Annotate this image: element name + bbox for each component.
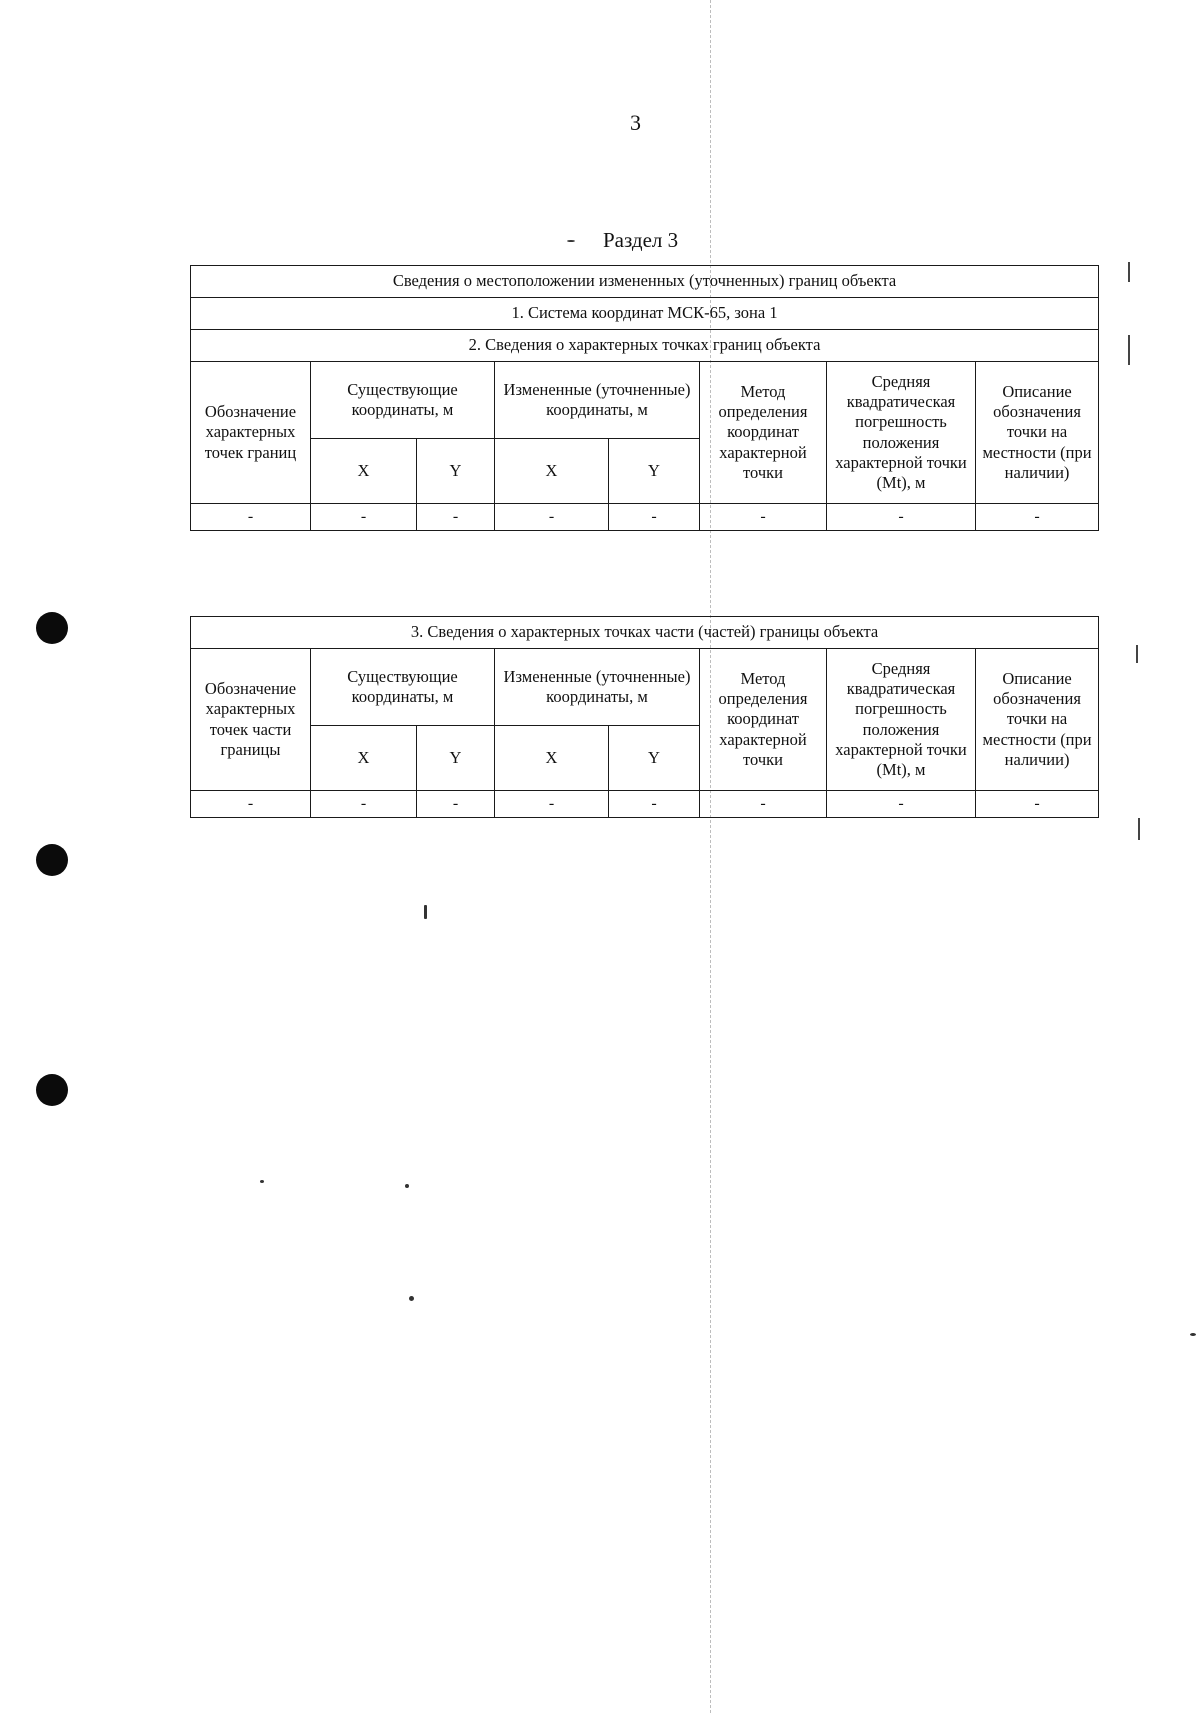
col-changed-x: X — [495, 726, 609, 791]
table-cell: - — [191, 504, 311, 531]
table-cell: - — [495, 504, 609, 531]
table-row — [191, 791, 1099, 818]
table-cell: - — [700, 791, 827, 818]
col-description: Описание обозначения точки на местности (при наличии) — [976, 649, 1099, 791]
col-designation: Обозначение характерных точек части границы — [191, 649, 311, 791]
scan-edge-mark — [1128, 262, 1130, 282]
scan-speck — [567, 240, 575, 242]
col-existing-y: Y — [417, 439, 495, 504]
boundary-points-table — [190, 265, 1099, 531]
table-cell: - — [311, 791, 417, 818]
table-cell: - — [417, 504, 495, 531]
scan-edge-mark — [1136, 645, 1138, 663]
table-cell: - — [827, 504, 976, 531]
col-changed-x: X — [495, 439, 609, 504]
table-cell: - — [609, 791, 700, 818]
scan-edge-mark — [1128, 335, 1130, 365]
table-cell: - — [609, 504, 700, 531]
col-changed-coords: Измененные (уточненные) координаты, м — [495, 649, 700, 726]
col-error: Средняя квадратическая погрешность положения характерной точки (Mt), м — [827, 649, 976, 791]
scan-speck — [1190, 1333, 1196, 1336]
col-designation: Обозначение характерных точек границ — [191, 362, 311, 504]
col-existing-x: X — [311, 726, 417, 791]
punch-hole — [36, 844, 68, 876]
scan-speck — [424, 905, 427, 919]
col-existing-x: X — [311, 439, 417, 504]
table-cell: - — [495, 791, 609, 818]
scan-speck — [260, 1180, 264, 1183]
col-changed-y: Y — [609, 726, 700, 791]
table-cell: - — [700, 504, 827, 531]
table-cell: - — [417, 791, 495, 818]
scan-speck — [409, 1296, 414, 1301]
col-existing-coords: Существующие координаты, м — [311, 649, 495, 726]
punch-hole — [36, 1074, 68, 1106]
coordinate-system: 1. Система координат МСК-65, зона 1 — [191, 298, 1099, 330]
points-heading: 2. Сведения о характерных точках границ объекта — [191, 330, 1099, 362]
section-title: Раздел 3 — [603, 228, 679, 252]
col-method: Метод определения координат характерной точки — [700, 362, 827, 504]
scan-speck — [405, 1184, 409, 1188]
col-changed-coords: Измененные (уточненные) координаты, м — [495, 362, 700, 439]
table-row — [191, 504, 1099, 531]
col-existing-coords: Существующие координаты, м — [311, 362, 495, 439]
col-existing-y: Y — [417, 726, 495, 791]
col-description: Описание обозначения точки на местности (при наличии) — [976, 362, 1099, 504]
table-cell: - — [827, 791, 976, 818]
col-error: Средняя квадратическая погрешность положения характерной точки (Mt), м — [827, 362, 976, 504]
part-boundary-points-table — [190, 616, 1099, 818]
col-method: Метод определения координат характерной точки — [700, 649, 827, 791]
table-cell: - — [311, 504, 417, 531]
table-cell: - — [976, 791, 1099, 818]
scan-edge-mark — [1138, 818, 1140, 840]
fold-line — [710, 0, 711, 1713]
table-title: 3. Сведения о характерных точках части (частей) границы объекта — [191, 617, 1099, 649]
table-cell: - — [191, 791, 311, 818]
table-title: Сведения о местоположении измененных (уточненных) границ объекта — [191, 266, 1099, 298]
col-changed-y: Y — [609, 439, 700, 504]
table-cell: - — [976, 504, 1099, 531]
page-number: 3 — [630, 110, 641, 135]
punch-hole — [36, 612, 68, 644]
